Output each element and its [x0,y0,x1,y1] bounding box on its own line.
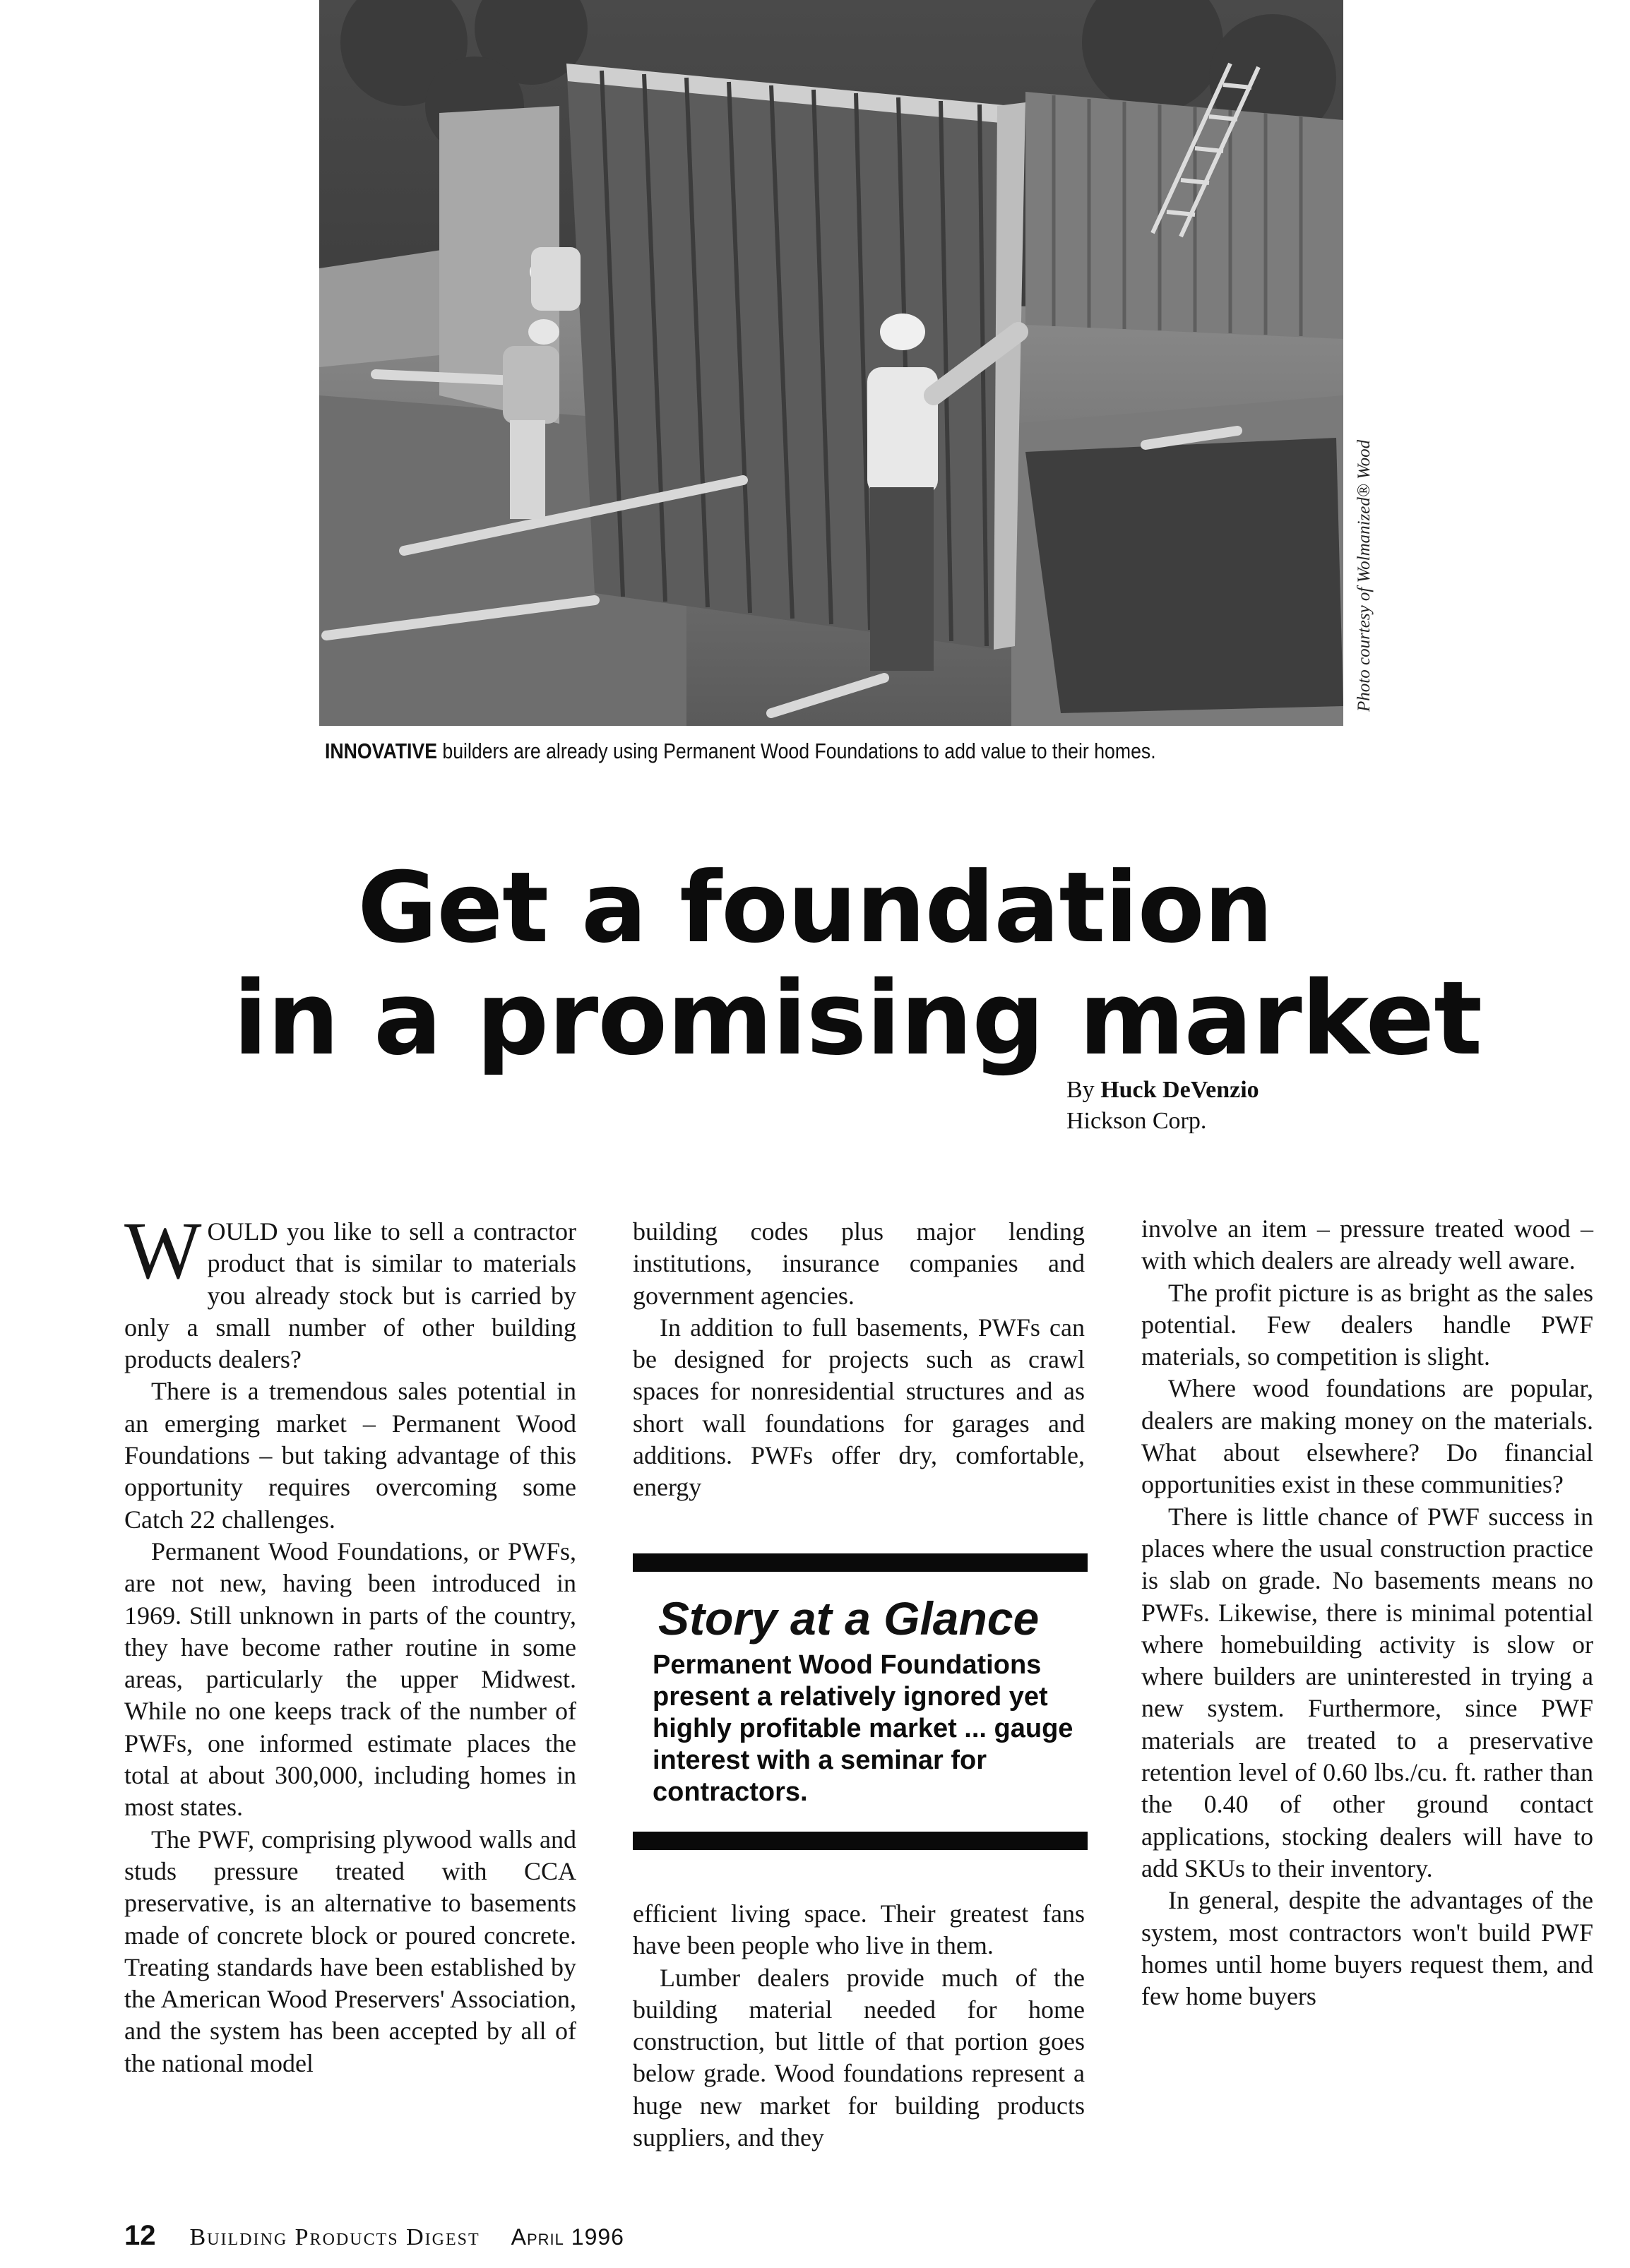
construction-photo-illustration [319,0,1343,726]
caption-lead: INNOVATIVE [325,739,437,763]
article-column-2-top [633,1216,1085,1504]
article-paragraph [124,1206,576,1375]
article-paragraph: The profit picture is as bright as the sales potential. Few dealers handle PWF materials, so competition is slight. [1141,1278,1593,1371]
article-paragraph: Permanent Wood Foundations, or PWFs, are not new, having been introduced in 1969. Still unknown in parts of the country, they have become rather routine in some areas, particularly the upper Midwest. While no one keeps track of the number of PWFs, one informed estimate places the total at about 300,000, including homes in most states. [124,1536,576,1822]
article-paragraph: Where wood foundations are popular, dealers are making money on the materials. What about elsewhere? Do financial opportunities exist in these communities? [1141,1374,1593,1499]
page-footer [124,2220,624,2252]
article-paragraph: building codes plus major lending institutions, insurance companies and government agencies. [633,1217,1085,1310]
article-column-3 [1141,1213,1593,2012]
article-paragraph: In general, despite the advantages of the system, most contractors won't build PWF homes until home buyers request them, and few home buyers [1141,1886,1593,2011]
issue-date: April 1996 [511,2224,624,2250]
article-photo [319,0,1343,726]
article-column-1 [124,1206,576,2079]
drop-cap: W [124,1206,202,1296]
photo-caption [325,739,1156,764]
byline-prefix: By [1066,1077,1101,1103]
article-paragraph: efficient living space. Their greatest fans have been people who live in them. [633,1899,1085,1960]
article-paragraph: There is little chance of PWF success in places where the usual construction practice is slab on grade. No basements means no PWFs. Likewise, there is minimal potential where homebuilding activity is slow or where builders are uninterested in trying a new system. Furthermore, since PWF materials are treated to a preservative retention level of 0.60 lbs./cu. ft. rather than the 0.40 of other ground contact applications, stocking dealers will have to add SKUs to their inventory. [1141,1502,1593,1882]
headline-line-2: in a promising market [232,959,1482,1078]
article-paragraph: There is a tremendous sales potential in an emerging market – Permanent Wood Foundations – but taking advantage of this opportunity requires overcoming some Catch 22 challenges. [124,1377,576,1534]
byline-author-line [1066,1075,1259,1106]
paragraph-text: OULD you like to sell a contractor product that is similar to materials you already stock but is carried by only a small number of other building products dealers? [124,1217,576,1374]
glance-rule-top [633,1553,1088,1572]
article-column-2-bottom [633,1898,1085,2154]
glance-summary: Permanent Wood Foundations present a relatively ignored yet highly profitable market ... gauge interest with a seminar for contractors. [653,1650,1073,1807]
headline-line-1: Get a foundation [357,851,1273,965]
publication-name: Building Products Digest [189,2224,480,2250]
glance-rule-bottom [633,1832,1088,1850]
article-paragraph: The PWF, comprising plywood walls and studs pressure treated with CCA preservative, is an alternative to basements made of concrete block or poured concrete. Treating standards have been established by the American Wood Preservers' Association, and the system has been accepted by all of the national model [124,1825,576,2077]
article-paragraph: involve an item – pressure treated wood – with which dealers are already well aware. [1141,1214,1593,1275]
glance-title: Story at a Glance [658,1592,1040,1645]
caption-text: builders are already using Permanent Wood Foundations to add value to their homes. [436,739,1156,763]
photo-credit: Photo courtesy of Wolmanized® Wood [1355,439,1374,712]
article-paragraph: In addition to full basements, PWFs can be designed for projects such as crawl spaces for nonresidential structures and as short wall foundations for garages and additions. PWFs offer dry, comfortable, energy [633,1313,1085,1502]
byline [1066,1075,1259,1137]
page-number: 12 [124,2220,156,2251]
byline-author: Huck DeVenzio [1100,1077,1259,1103]
byline-company: Hickson Corp. [1066,1108,1207,1134]
article-paragraph: Lumber dealers provide much of the building material needed for home construction, but little of that portion goes below grade. Wood foundations represent a huge new market for building products suppliers, and they [633,1963,1085,2152]
